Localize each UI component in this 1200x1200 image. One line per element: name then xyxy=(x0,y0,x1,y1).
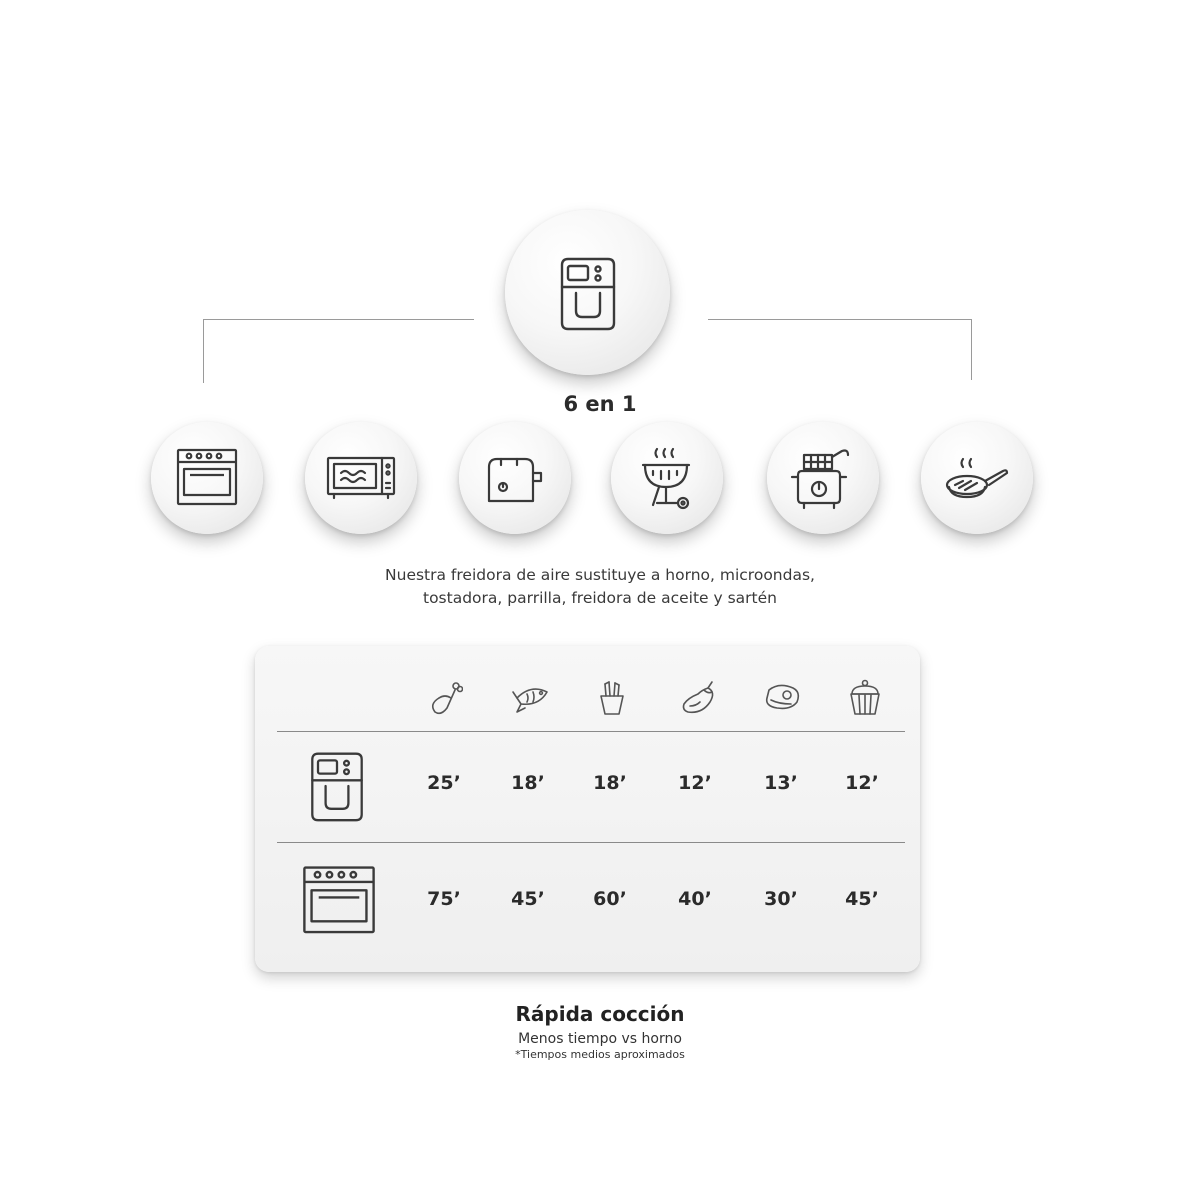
time-airfryer-fries: 18’ xyxy=(593,772,627,794)
oven-row-icon xyxy=(302,865,376,937)
footer-note: *Tiempos medios aproximados xyxy=(515,1048,685,1061)
six-in-one-title: 6 en 1 xyxy=(563,392,637,416)
grill-icon xyxy=(637,445,697,511)
time-oven-chicken: 75’ xyxy=(427,888,461,910)
description-line-1: Nuestra freidora de aire sustituye a horno, microondas, xyxy=(385,566,815,584)
chicken-leg-icon xyxy=(427,678,463,716)
time-airfryer-chicken: 25’ xyxy=(427,772,461,794)
fries-icon xyxy=(597,680,627,716)
time-oven-cupcake: 45’ xyxy=(845,888,879,910)
description-line-2: tostadora, parrilla, freidora de aceite y sartén xyxy=(423,589,777,607)
time-airfryer-steak: 13’ xyxy=(764,772,798,794)
oven-icon xyxy=(176,448,238,508)
table-divider-2 xyxy=(277,842,905,843)
time-oven-fries: 60’ xyxy=(593,888,627,910)
eggplant-icon xyxy=(680,680,718,716)
appliance-toaster xyxy=(459,422,571,534)
footer-subtitle: Menos tiempo vs horno xyxy=(518,1031,682,1047)
appliance-deep-fryer xyxy=(767,422,879,534)
time-airfryer-eggplant: 12’ xyxy=(678,772,712,794)
microwave-icon xyxy=(326,456,396,500)
description xyxy=(300,564,900,610)
fish-icon xyxy=(511,680,551,714)
footer-title: Rápida cocción xyxy=(515,1002,685,1026)
appliance-frying-pan xyxy=(921,422,1033,534)
frying-pan-icon xyxy=(945,455,1009,501)
air-fryer-row-icon xyxy=(305,748,369,824)
appliance-oven xyxy=(151,422,263,534)
appliance-microwave xyxy=(305,422,417,534)
time-airfryer-cupcake: 12’ xyxy=(845,772,879,794)
air-fryer-hero-circle xyxy=(505,210,670,375)
time-oven-fish: 45’ xyxy=(511,888,545,910)
connector-right xyxy=(708,319,972,380)
steak-icon xyxy=(763,682,803,714)
deep-fryer-icon xyxy=(790,445,856,511)
time-oven-steak: 30’ xyxy=(764,888,798,910)
time-oven-eggplant: 40’ xyxy=(678,888,712,910)
appliance-grill xyxy=(611,422,723,534)
air-fryer-icon xyxy=(558,253,618,333)
connector-left xyxy=(203,319,474,383)
table-divider-1 xyxy=(277,731,905,732)
cupcake-icon xyxy=(848,678,882,716)
toaster-icon xyxy=(483,453,547,503)
time-airfryer-fish: 18’ xyxy=(511,772,545,794)
